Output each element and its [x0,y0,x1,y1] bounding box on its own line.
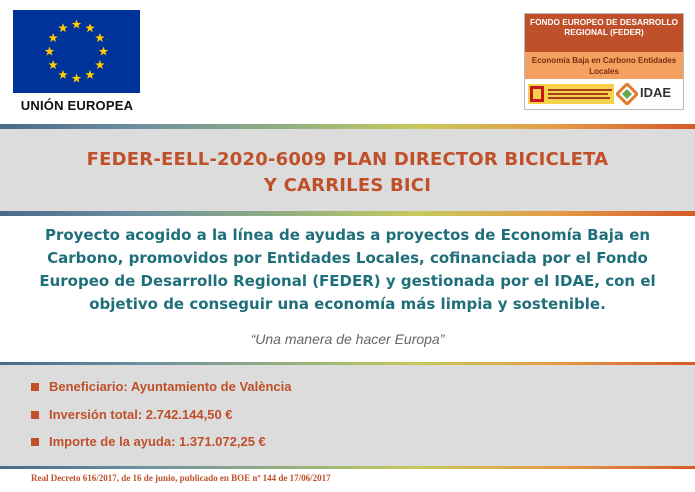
eu-label: UNIÓN EUROPEA [20,98,134,113]
eu-star-icon [99,47,109,56]
info-bottom-stripe [0,466,695,469]
title-line-2: Y CARRILES BICI [263,175,432,196]
feder-subtitle: Economía Baja en Carbono Entidades Locales [525,52,683,79]
page-title [0,147,695,199]
eu-logo-block [10,10,144,113]
motto: “Una manera de hacer Europa” [250,331,445,347]
bullet-icon [31,411,39,419]
eu-star-icon [58,70,68,79]
ministerio-logo-icon [528,84,614,104]
partner-logos [525,79,683,109]
eu-star-icon [48,33,58,42]
eu-star-icon [45,47,55,56]
title-band [0,129,695,211]
eu-star-icon [72,74,82,83]
eu-star-icon [58,23,68,32]
inversion-item [31,407,233,422]
eu-flag-icon [13,10,140,93]
idae-logo-icon [616,83,682,105]
info-band [0,365,695,466]
ayuda-text: Importe de la ayuda: 1.371.072,25 € [49,434,266,449]
mid-gradient-stripe [0,211,695,216]
ayuda-item [31,434,266,449]
inversion-text: Inversión total: 2.742.144,50 € [49,407,233,422]
eu-star-icon [95,60,105,69]
beneficiario-item [31,379,292,394]
project-description: Proyecto acogido a la línea de ayudas a proyectos de Economía Baja en Carbono, promovidos por Entidades Locales, cofinanciada por el Fondo Europeo de Desarrollo Regional (FEDER) y gestionada por el IDAE, con el objetivo de conseguir una economía más limpia y sostenible. [39,226,656,313]
idae-label: IDAE [640,85,672,100]
eu-star-icon [85,70,95,79]
beneficiario-text: Beneficiario: Ayuntamiento de València [49,379,292,394]
title-line-1: FEDER-EELL-2020-6009 PLAN DIRECTOR BICICLETA [86,149,609,170]
bullet-icon [31,438,39,446]
eu-star-icon [48,60,58,69]
bullet-icon [31,383,39,391]
feder-title: FONDO EUROPEO DE DESARROLLO REGIONAL (FEDER) [525,14,683,52]
eu-star-icon [85,23,95,32]
footer-note: Real Decreto 616/2017, de 16 de junio, publicado en BOE nº 144 de 17/06/2017 [31,473,331,483]
eu-star-icon [95,33,105,42]
eu-star-icon [72,20,82,29]
feder-logo-box [524,13,684,110]
